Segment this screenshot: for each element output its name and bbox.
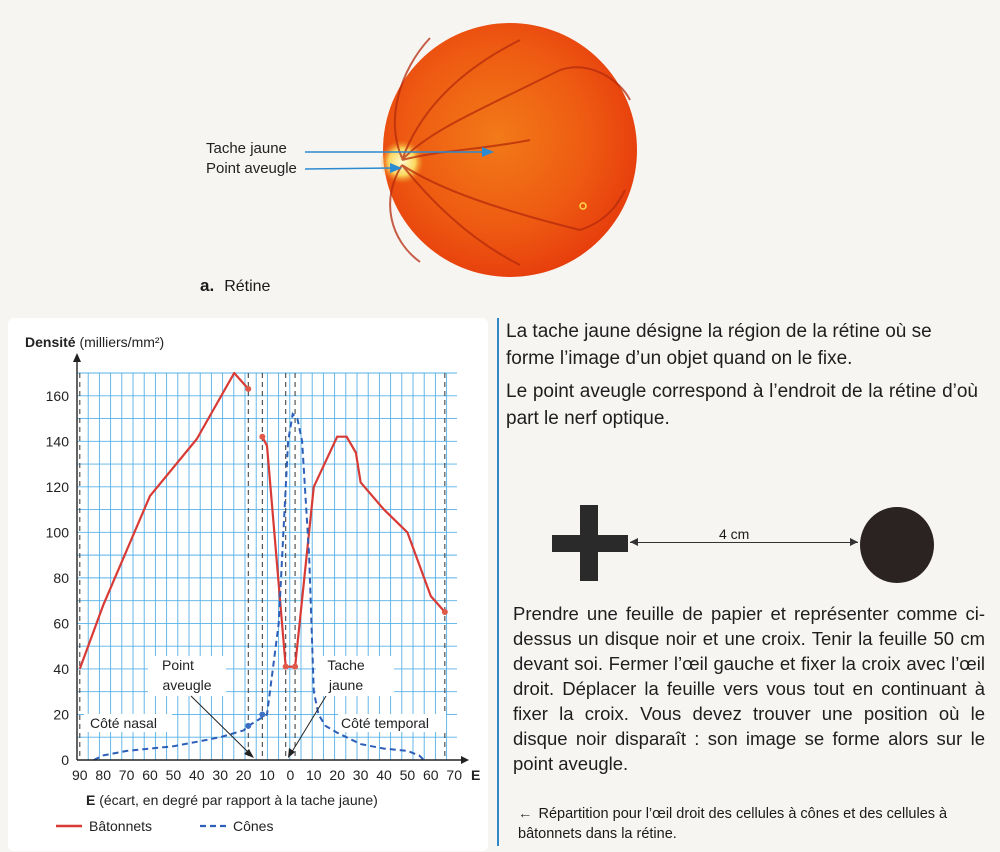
annotation-temporal-side: Côté temporal	[341, 715, 429, 731]
x-tick-label: 20	[329, 767, 345, 783]
blind-spot-definition: Le point aveugle correspond à l’endroit de la rétine d’où part le nerf optique.	[506, 381, 978, 429]
y-tick-label: 60	[53, 615, 69, 632]
cross-horizontal-bar	[552, 535, 628, 552]
retina-caption	[200, 276, 270, 296]
blind-spot-pointer	[305, 168, 396, 169]
annotation-blind-spot-line2: aveugle	[162, 677, 212, 693]
series-line-cones	[94, 414, 424, 760]
x-tick-label: 10	[306, 767, 322, 783]
legend-label-cones: Cônes	[233, 818, 274, 834]
x-tick-label: 40	[376, 767, 392, 783]
x-tick-label: 50	[399, 767, 416, 783]
retina-fundus	[383, 23, 637, 277]
density-chart	[8, 318, 488, 851]
x-axis-arrowhead	[461, 756, 469, 764]
x-tick-label: 20	[235, 767, 252, 783]
x-tick-label: 60	[142, 767, 158, 783]
data-point-marker	[292, 664, 298, 670]
macula-label: Tache jaune	[206, 140, 287, 157]
x-tick-label: 70	[118, 767, 135, 783]
y-tick-label: 160	[45, 387, 69, 404]
y-axis-title-bold: Densité	[25, 334, 80, 350]
y-tick-label: 20	[53, 706, 69, 723]
annotation-macula-arrowhead	[288, 748, 295, 758]
annotation-blind-spot-arrowhead	[244, 749, 254, 758]
annotation-macula-line1: Tache	[327, 657, 365, 673]
y-tick-label: 140	[45, 433, 69, 450]
x-tick-label: 60	[423, 767, 439, 783]
x-tick-label: 90	[72, 767, 88, 783]
x-axis-title-bold: E	[86, 792, 100, 808]
y-axis-title-unit: (milliers/mm²)	[79, 334, 165, 350]
data-point-marker	[442, 609, 448, 615]
x-tick-label: 30	[352, 767, 369, 783]
x-axis-letter: E	[471, 767, 481, 783]
caption-letter: a.	[200, 276, 215, 295]
x-tick-label: 70	[446, 767, 462, 783]
retina-image	[0, 0, 1000, 300]
y-tick-label: 80	[53, 569, 69, 586]
blind-spot-label: Point aveugle	[206, 160, 297, 177]
figure-caption	[518, 804, 988, 844]
distance-arrow-left	[630, 538, 638, 546]
legend-label-batonnets: Bâtonnets	[89, 818, 153, 834]
y-tick-label: 100	[45, 524, 69, 541]
x-axis-title-rest: (écart, en degré par rapport à la tache jaune)	[99, 792, 378, 808]
y-axis-title	[25, 334, 164, 350]
experiment-instructions: Prendre une feuille de papier et représenter comme ci-dessus un disque noir et une croix. Tenir la feuille 50 cm devant soi. Fermer l’œil gauche et fixer la croix avec l’œil droit. Déplacer la feuille vers vous tout en continuant à fixer la croix. Vous devez trouver une position où le disque noir disparaît : son image se forme alors sur le point aveugle.	[513, 603, 985, 774]
caption-text: Rétine	[224, 278, 271, 295]
data-point-marker	[259, 711, 265, 717]
retina-figure	[0, 0, 1000, 300]
y-tick-label: 0	[61, 752, 69, 768]
caption-arrow-icon: ←	[518, 806, 533, 822]
distance-arrow-right	[850, 538, 858, 546]
x-tick-label: 30	[212, 767, 228, 783]
data-point-marker	[283, 664, 289, 670]
macula-definition: La tache jaune désigne la région de la rétine où se forme l’image d’un objet quand on le fixe.	[506, 321, 932, 369]
x-tick-label: 10	[259, 767, 275, 783]
y-tick-label: 40	[53, 660, 69, 677]
data-point-marker	[259, 434, 265, 440]
black-disk	[860, 507, 934, 583]
figure-caption-text: Répartition pour l’œil droit des cellules à cônes et des cellules à bâtonnets dans la rétine.	[518, 806, 948, 842]
density-chart-panel	[8, 318, 488, 851]
x-tick-label: 50	[165, 767, 182, 783]
y-axis-arrowhead	[73, 353, 81, 362]
annotation-nasal-side: Côté nasal	[90, 715, 157, 731]
x-axis-title	[86, 792, 378, 808]
x-tick-label: 0	[286, 767, 295, 783]
x-tick-label: 80	[95, 767, 111, 783]
annotation-macula-line2: jaune	[328, 677, 364, 693]
data-point-marker	[245, 723, 251, 729]
distance-label: 4 cm	[719, 526, 750, 542]
data-point-marker	[245, 386, 251, 392]
x-tick-label: 40	[189, 767, 205, 783]
distance-line	[630, 542, 858, 543]
y-tick-label: 120	[45, 478, 69, 495]
column-divider	[497, 318, 499, 846]
annotation-blind-spot-line1: Point	[162, 657, 194, 673]
